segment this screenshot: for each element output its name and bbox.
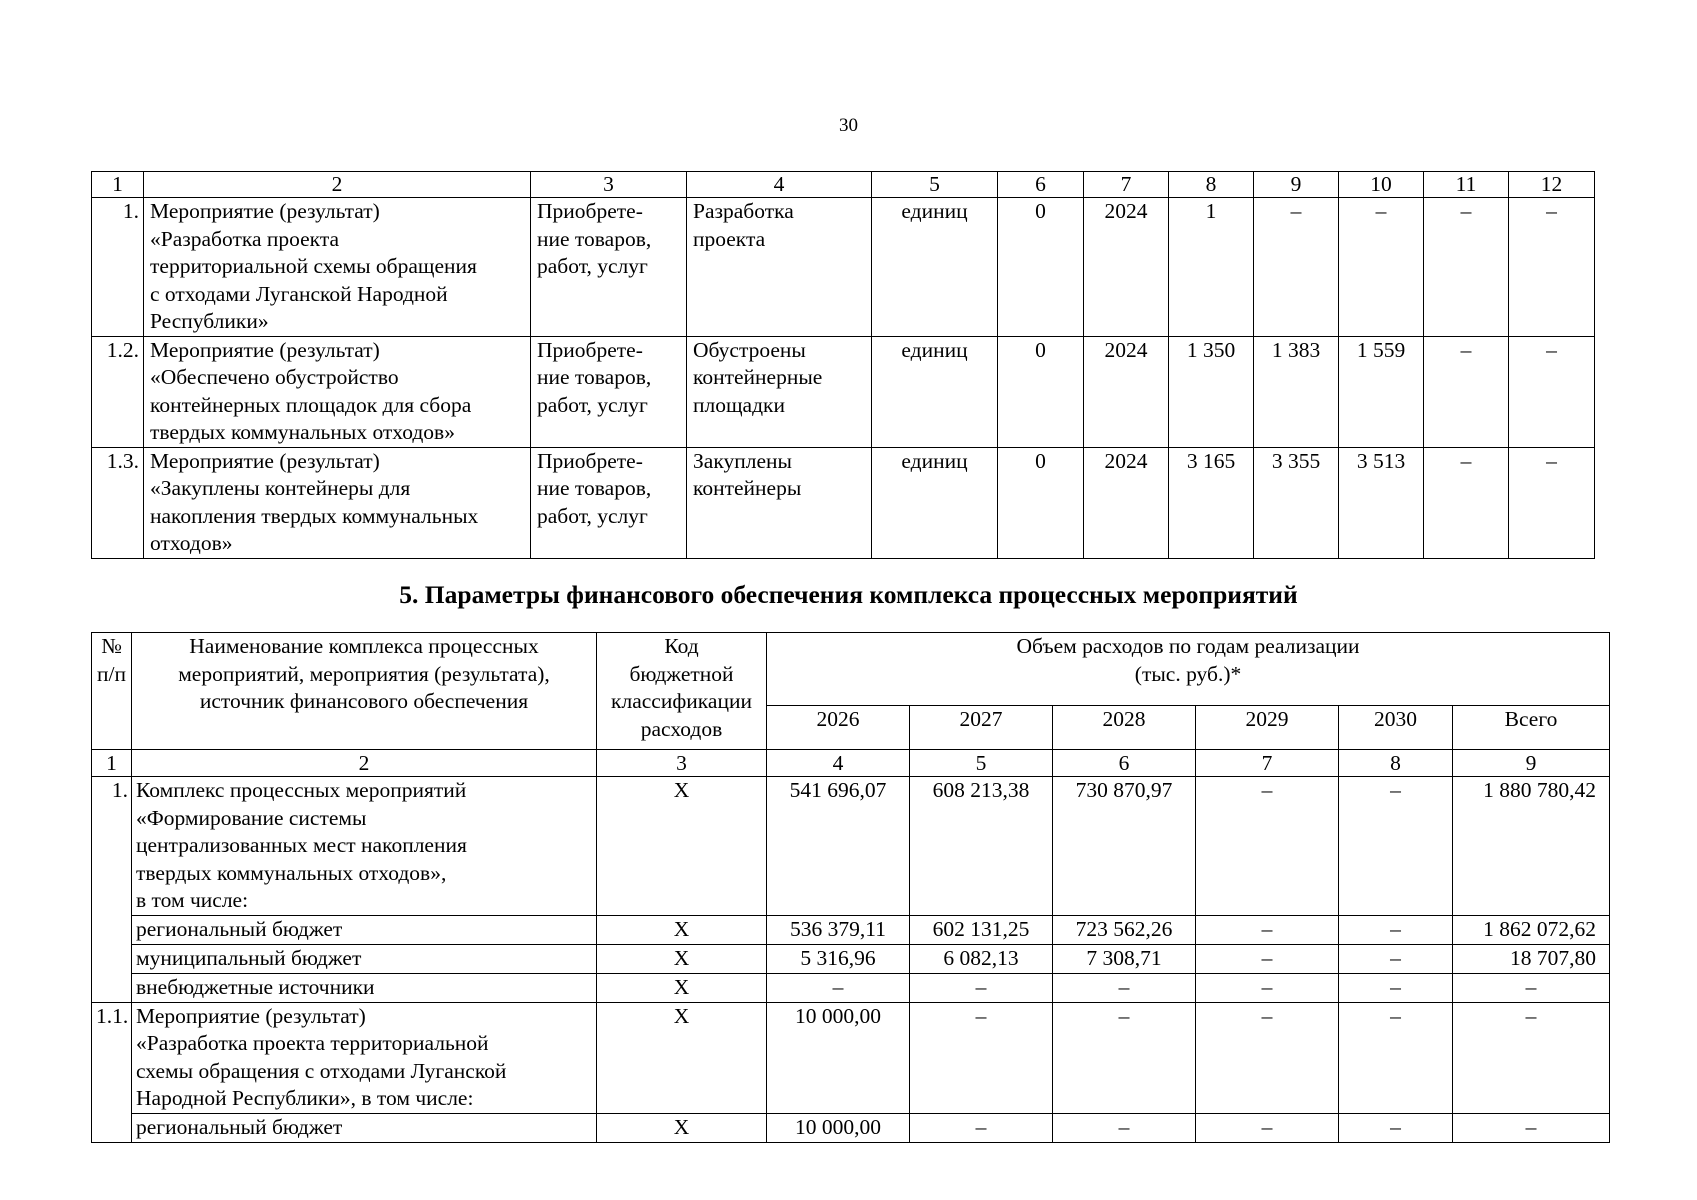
event-type-line: работ, услуг — [537, 392, 648, 417]
table-row — [92, 973, 1610, 1002]
column-number: 9 — [1254, 172, 1339, 198]
column-number: 3 — [531, 172, 687, 198]
row-number: 1. — [92, 777, 132, 1003]
event-type — [531, 336, 687, 447]
year-value: – — [1424, 336, 1509, 447]
source-name-line: «Формирование системы — [136, 805, 367, 830]
source-name — [132, 915, 597, 944]
header-line: п/п — [97, 661, 126, 686]
unit: единиц — [872, 336, 998, 447]
event-characteristic-line: площадки — [693, 392, 785, 417]
year-value: 608 213,38 — [910, 777, 1053, 916]
event-characteristic — [687, 447, 872, 558]
column-number: 7 — [1196, 750, 1339, 777]
indicators-table — [91, 171, 1595, 559]
year-value: – — [1339, 944, 1453, 973]
financing-table — [91, 632, 1610, 1143]
row-number: 1. — [92, 198, 144, 337]
header-line: мероприятий, мероприятия (результата), — [178, 661, 550, 686]
year-value: 541 696,07 — [767, 777, 910, 916]
event-type — [531, 447, 687, 558]
source-name — [132, 944, 597, 973]
source-name-line: региональный бюджет — [136, 1114, 343, 1139]
budget-code: Х — [597, 1113, 767, 1142]
year-value: – — [1424, 447, 1509, 558]
event-name-line: накопления твердых коммунальных — [150, 503, 479, 528]
header-row — [92, 633, 1610, 706]
event-type-line: Приобрете- — [537, 337, 643, 362]
year-value: – — [1424, 198, 1509, 337]
row-number: 1.2. — [92, 336, 144, 447]
budget-code: Х — [597, 1002, 767, 1113]
event-name-line: Мероприятие (результат) — [150, 448, 380, 473]
year-value: 10 000,00 — [767, 1113, 910, 1142]
column-number: 12 — [1509, 172, 1595, 198]
year-value: – — [1053, 1113, 1196, 1142]
year-value: – — [910, 973, 1053, 1002]
header-line: источник финансового обеспечения — [199, 689, 529, 713]
event-type-line: ние товаров, — [537, 476, 652, 500]
year-value: – — [1196, 1113, 1339, 1142]
base-value: 0 — [998, 447, 1084, 558]
year-value: – — [910, 1002, 1053, 1113]
event-type-line: Приобрете- — [537, 199, 643, 223]
event-name-line: Мероприятие (результат) — [150, 337, 380, 362]
header-name — [132, 633, 597, 750]
header-year: Всего — [1453, 706, 1610, 750]
source-name-line: «Разработка проекта территориальной — [136, 1031, 489, 1055]
header-year: 2028 — [1053, 706, 1196, 750]
header-line: бюджетной — [629, 661, 734, 686]
event-type-line: Приобрете- — [537, 448, 643, 473]
year-value: 6 082,13 — [910, 944, 1053, 973]
year-value: 602 131,25 — [910, 915, 1053, 944]
header-code — [597, 633, 767, 750]
source-name-line: муниципальный бюджет — [136, 945, 362, 970]
event-characteristic-line: проекта — [693, 226, 766, 251]
year-value: 536 379,11 — [767, 915, 910, 944]
column-numbers-row — [92, 750, 1610, 777]
event-name-line: с отходами Луганской Народной — [150, 281, 448, 306]
table-row — [92, 915, 1610, 944]
budget-code: Х — [597, 777, 767, 916]
year-value: – — [1339, 915, 1453, 944]
column-number: 1 — [92, 750, 132, 777]
header-line: классификации — [611, 689, 752, 713]
row-number: 1.1. — [92, 1002, 132, 1142]
column-number: 2 — [132, 750, 597, 777]
unit: единиц — [872, 198, 998, 337]
budget-code: Х — [597, 944, 767, 973]
source-name — [132, 1113, 597, 1142]
year-value: – — [1196, 777, 1339, 916]
event-characteristic-line: Закуплены — [693, 448, 792, 473]
base-year: 2024 — [1084, 447, 1169, 558]
source-name-line: централизованных мест накопления — [136, 833, 467, 857]
header-line: № — [101, 634, 122, 658]
event-type-line: ние товаров, — [537, 226, 652, 251]
header-year: 2026 — [767, 706, 910, 750]
source-name-line: Комплекс процессных мероприятий — [136, 778, 467, 802]
section-title: 5. Параметры финансового обеспечения комплекса процессных мероприятий — [399, 580, 1298, 609]
year-value: – — [910, 1113, 1053, 1142]
header-line: Объем расходов по годам реализации — [1016, 634, 1360, 658]
year-value: 730 870,97 — [1053, 777, 1196, 916]
event-name-line: отходов» — [150, 531, 233, 555]
event-name-line: «Закуплены контейнеры для — [150, 476, 411, 500]
year-value: – — [1339, 1113, 1453, 1142]
source-name-line: твердых коммунальных отходов», — [136, 860, 447, 885]
header-line: расходов — [640, 716, 723, 741]
row-number: 1.3. — [92, 447, 144, 558]
source-name-line: региональный бюджет — [136, 916, 343, 941]
budget-code: Х — [597, 973, 767, 1002]
table-row — [92, 447, 1595, 558]
total-value: 1 862 072,62 — [1453, 915, 1610, 944]
column-number: 9 — [1453, 750, 1610, 777]
base-year: 2024 — [1084, 198, 1169, 337]
year-value: 5 316,96 — [767, 944, 910, 973]
column-number: 8 — [1339, 750, 1453, 777]
year-value: – — [1053, 1002, 1196, 1113]
event-name — [144, 198, 531, 337]
source-name-line: в том числе: — [136, 888, 249, 912]
source-name — [132, 973, 597, 1002]
column-number: 10 — [1339, 172, 1424, 198]
event-characteristic-line: контейнеры — [693, 476, 802, 500]
unit: единиц — [872, 447, 998, 558]
event-characteristic-line: Разработка — [693, 199, 794, 223]
year-value: 3 513 — [1339, 447, 1424, 558]
column-number: 4 — [767, 750, 910, 777]
event-type-line: работ, услуг — [537, 254, 648, 278]
column-number: 1 — [92, 172, 144, 198]
total-value: 1 880 780,42 — [1453, 777, 1610, 916]
total-value: 18 707,80 — [1453, 944, 1610, 973]
base-value: 0 — [998, 198, 1084, 337]
year-value: 3 355 — [1254, 447, 1339, 558]
year-value: – — [1254, 198, 1339, 337]
column-number: 4 — [687, 172, 872, 198]
event-characteristic — [687, 198, 872, 337]
year-value: – — [1196, 944, 1339, 973]
year-value: – — [1196, 1002, 1339, 1113]
column-number: 8 — [1169, 172, 1254, 198]
total-value: – — [1453, 1002, 1610, 1113]
source-name-line: схемы обращения с отходами Луганской — [136, 1058, 507, 1083]
event-name-line: территориальной схемы обращения — [150, 254, 477, 278]
total-value: – — [1453, 973, 1610, 1002]
year-value: 10 000,00 — [767, 1002, 910, 1113]
event-name-line: твердых коммунальных отходов» — [150, 420, 455, 444]
event-characteristic-line: Обустроены — [693, 337, 806, 362]
event-characteristic-line: контейнерные — [693, 365, 823, 389]
source-name — [132, 1002, 597, 1113]
table-row — [92, 198, 1595, 337]
event-name-line: «Обеспечено обустройство — [150, 365, 399, 389]
year-value: 1 383 — [1254, 336, 1339, 447]
year-value: – — [1196, 915, 1339, 944]
event-characteristic — [687, 336, 872, 447]
year-value: – — [1509, 447, 1595, 558]
year-value: 3 165 — [1169, 447, 1254, 558]
event-name-line: «Разработка проекта — [150, 226, 340, 251]
column-number: 5 — [872, 172, 998, 198]
year-value: – — [767, 973, 910, 1002]
year-value: – — [1509, 336, 1595, 447]
table-row — [92, 1002, 1610, 1113]
year-value: 1 350 — [1169, 336, 1254, 447]
table-row — [92, 1113, 1610, 1142]
year-value: – — [1509, 198, 1595, 337]
budget-code: Х — [597, 915, 767, 944]
event-type-line: ние товаров, — [537, 365, 652, 389]
header-number — [92, 633, 132, 750]
column-number: 2 — [144, 172, 531, 198]
year-value: 1 559 — [1339, 336, 1424, 447]
table-row — [92, 777, 1610, 916]
year-value: – — [1339, 973, 1453, 1002]
header-year: 2027 — [910, 706, 1053, 750]
column-number: 5 — [910, 750, 1053, 777]
year-value: – — [1339, 198, 1424, 337]
event-name-line: Республики» — [150, 309, 269, 333]
year-value: 7 308,71 — [1053, 944, 1196, 973]
column-number: 11 — [1424, 172, 1509, 198]
total-value: – — [1453, 1113, 1610, 1142]
event-name-line: Мероприятие (результат) — [150, 199, 380, 223]
column-number: 7 — [1084, 172, 1169, 198]
year-value: 723 562,26 — [1053, 915, 1196, 944]
base-value: 0 — [998, 336, 1084, 447]
year-value: – — [1339, 777, 1453, 916]
column-numbers-row — [92, 172, 1595, 198]
year-value: 1 — [1169, 198, 1254, 337]
header-line: Наименование комплекса процессных — [189, 634, 539, 658]
source-name-line: внебюджетные источники — [136, 974, 375, 999]
event-name — [144, 447, 531, 558]
year-value: – — [1053, 973, 1196, 1002]
column-number: 6 — [998, 172, 1084, 198]
header-line: Код — [664, 634, 699, 658]
column-number: 3 — [597, 750, 767, 777]
source-name-line: Народной Республики», в том числе: — [136, 1086, 474, 1110]
table-row — [92, 336, 1595, 447]
year-value: – — [1339, 1002, 1453, 1113]
page-number: 30 — [839, 115, 858, 136]
source-name — [132, 777, 597, 916]
header-volume — [767, 633, 1610, 706]
column-number: 6 — [1053, 750, 1196, 777]
source-name-line: Мероприятие (результат) — [136, 1003, 366, 1028]
event-type-line: работ, услуг — [537, 503, 648, 528]
event-name-line: контейнерных площадок для сбора — [150, 392, 472, 417]
table-row — [92, 944, 1610, 973]
header-year: 2030 — [1339, 706, 1453, 750]
base-year: 2024 — [1084, 336, 1169, 447]
event-name — [144, 336, 531, 447]
header-year: 2029 — [1196, 706, 1339, 750]
year-value: – — [1196, 973, 1339, 1002]
header-line: (тыс. руб.)* — [1134, 661, 1242, 686]
event-type — [531, 198, 687, 337]
